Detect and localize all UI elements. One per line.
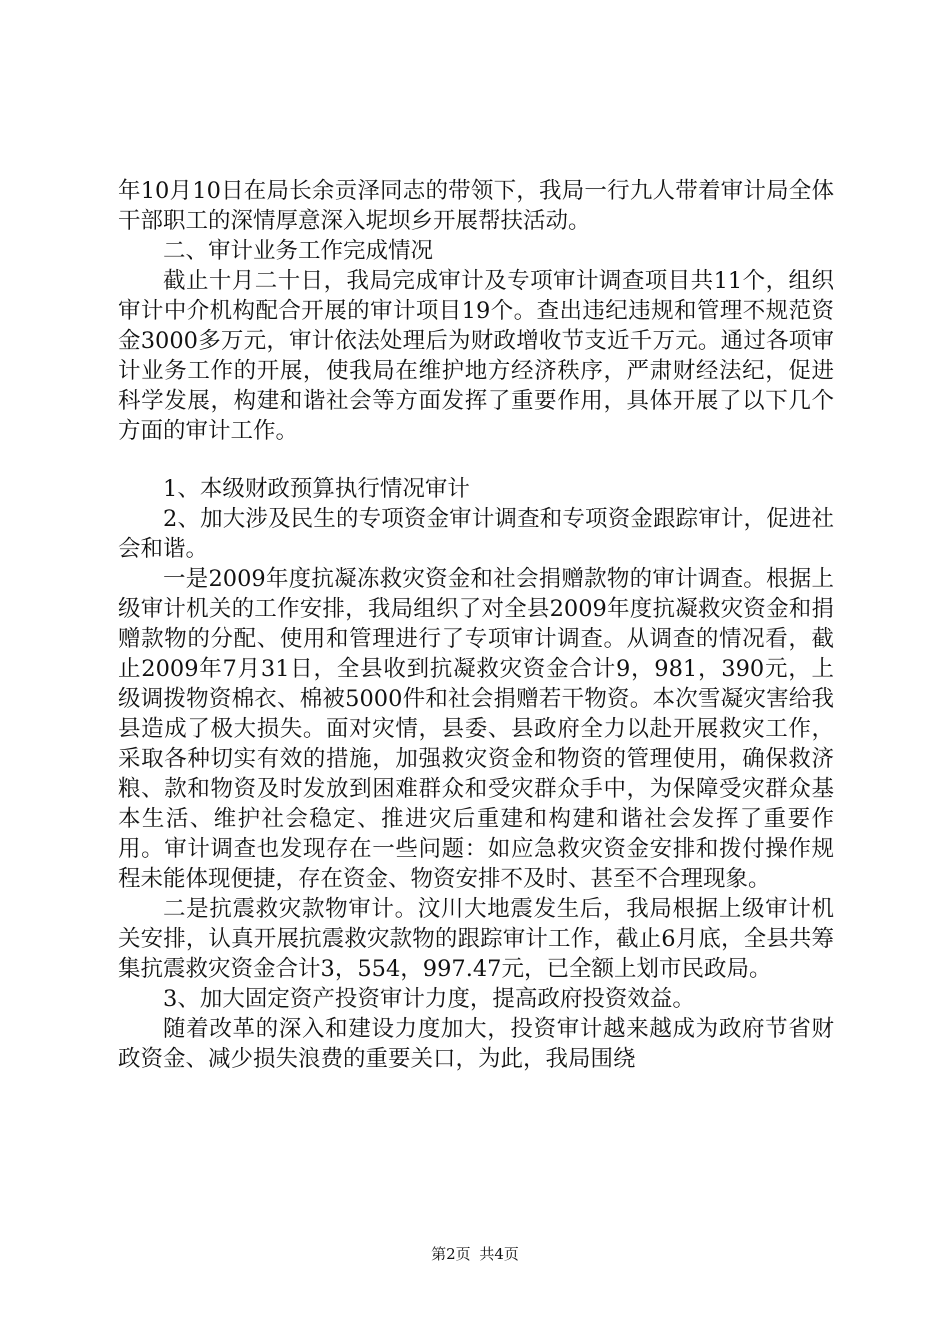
paragraph-earthquake-fund: 二是抗震救灾款物审计。汶川大地震发生后，我局根据上级审计机关安排，认真开展抗震救灾款物的跟踪审计工作，截止6月底，全县共筹集抗震救灾资金合计3，554，997.47元，已全额上划市民政局。 [118,896,834,982]
paragraph-1: 年10月10日在局长余贡泽同志的带领下，我局一行九人带着审计局全体干部职工的深情厚意深入坭坝乡开展帮扶活动。 [118,178,834,234]
page-number: 第2页 [431,1245,471,1263]
paragraph-gap [118,446,834,474]
paragraph-investment: 随着改革的深入和建设力度加大，投资审计越来越成为政府节省财政资金、减少损失浪费的重要关口，为此，我局围绕 [118,1016,834,1072]
page-footer [0,1244,950,1264]
subheading-2: 2、加大涉及民生的专项资金审计调查和专项资金跟踪审计，促进社会和谐。 [118,506,834,562]
subheading-3: 3、加大固定资产投资审计力度，提高政府投资效益。 [163,986,695,1012]
page-total: 共4页 [479,1245,519,1263]
paragraph-3: 截止十月二十日，我局完成审计及专项审计调查项目共11个，组织审计中介机构配合开展的审计项目19个。查出违纪违规和管理不规范资金3000多万元，审计依法处理后为财政增收节支近千万元。通过各项审计业务工作的开展，使我局在维护地方经济秩序，严肃财经法纪，促进科学发展，构建和谐社会等方面发挥了重要作用，具体开展了以下几个方面的审计工作。 [118,268,834,444]
paragraph-disaster-fund: 一是2009年度抗凝冻救灾资金和社会捐赠款物的审计调查。根据上级审计机关的工作安排，我局组织了对全县2009年度抗凝救灾资金和捐赠款物的分配、使用和管理进行了专项审计调查。从调查的情况看，截止2009年7月31日，全县收到抗凝救灾资金合计9，981，390元，上级调拨物资棉衣、棉被5000件和社会捐赠若干物资。本次雪凝灾害给我县造成了极大损失。面对灾情，县委、县政府全力以赴开展救灾工作，采取各种切实有效的措施，加强救灾资金和物资的管理使用，确保救济粮、款和物资及时发放到困难群众和受灾群众手中，为保障受灾群众基本生活、维护社会稳定、推进灾后重建和构建和谐社会发挥了重要作用。审计调查也发现存在一些问题：如应急救灾资金安排和拨付操作规程未能体现便捷，存在资金、物资安排不及时、甚至不合理现象。 [118,566,834,892]
subheading-1: 1、本级财政预算执行情况审计 [163,476,470,502]
section-heading-2: 二、审计业务工作完成情况 [163,238,434,264]
document-body [118,176,834,1074]
